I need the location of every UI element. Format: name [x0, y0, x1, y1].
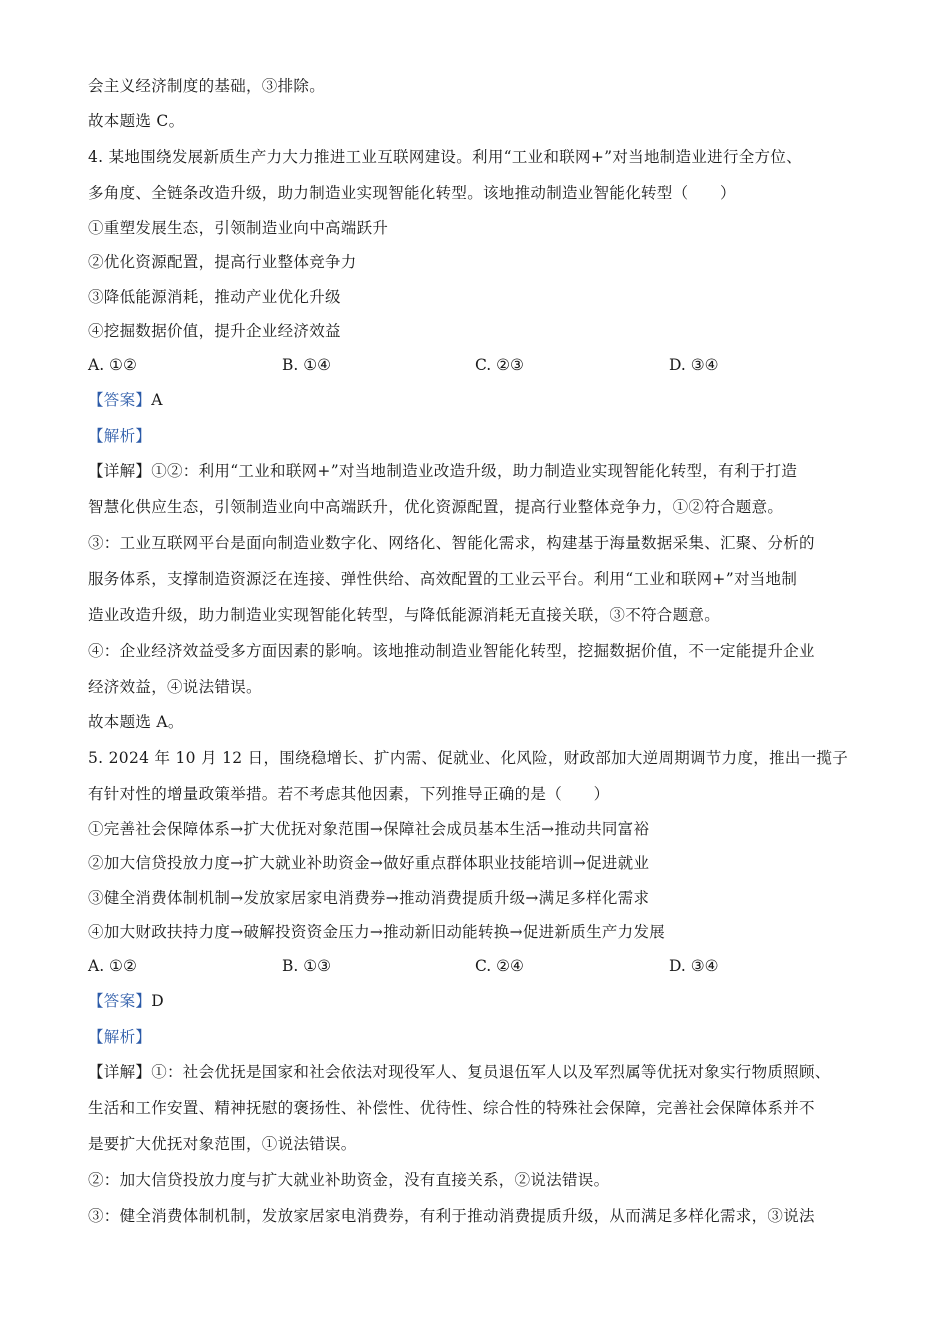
q4-detail-label: 【详解】 [88, 462, 152, 480]
q4-answer-label: 【答案】 [88, 391, 152, 409]
q4-conclusion: 故本题选 A。 [88, 713, 184, 731]
q5-option-a: A. ①② [88, 957, 137, 975]
q5-stem-line-1: 5. 2024 年 10 月 12 日，围绕稳增长、扩内需、促就业、化风险，财政部加大逆周期调节力度，推出一揽子 [88, 749, 849, 767]
q4-detail-line-7: 经济效益，④说法错误。 [88, 678, 262, 696]
q5-item-2: ②加大信贷投放力度→扩大就业补助资金→做好重点群体职业技能培训→促进就业 [88, 854, 650, 872]
q5-answer-label: 【答案】 [88, 992, 152, 1010]
q5-detail-line-4: ②：加大信贷投放力度与扩大就业补助资金，没有直接关系，②说法错误。 [88, 1171, 610, 1189]
q5-stem-line-2: 有针对性的增量政策举措。若不考虑其他因素，下列推导正确的是（ ） [88, 785, 610, 803]
q5-detail-line-5: ③：健全消费体制机制，发放家居家电消费券，有利于推动消费提质升级，从而满足多样化需求，③说法 [88, 1207, 815, 1225]
q4-option-d: D. ③④ [669, 356, 719, 374]
q5-analysis-label: 【解析】 [88, 1028, 152, 1046]
q4-answer [88, 390, 163, 410]
q4-detail-line-6: ④：企业经济效益受多方面因素的影响。该地推动制造业智能化转型，挖掘数据价值，不一定能提升企业 [88, 642, 815, 660]
q4-analysis-label: 【解析】 [88, 427, 152, 445]
q4-detail-line-3: ③：工业互联网平台是面向制造业数字化、网络化、智能化需求，构建基于海量数据采集、汇聚、分析的 [88, 534, 815, 552]
q4-stem-line-1: 4. 某地围绕发展新质生产力大力推进工业互联网建设。利用“工业和联网+”对当地制造业进行全方位、 [88, 148, 802, 166]
q5-item-4: ④加大财政扶持力度→破解投资资金压力→推动新旧动能转换→促进新质生产力发展 [88, 923, 666, 941]
q4-answer-value: A [151, 391, 163, 409]
q5-option-c: C. ②④ [475, 957, 524, 975]
q4-detail-line-2: 智慧化供应生态，引领制造业向中高端跃升，优化资源配置，提高行业整体竞争力，①②符合题意。 [88, 498, 784, 516]
q4-stem-line-2: 多角度、全链条改造升级，助力制造业实现智能化转型。该地推动制造业智能化转型（ ） [88, 184, 736, 202]
q4-item-3: ③降低能源消耗，推动产业优化升级 [88, 288, 341, 306]
q5-option-d: D. ③④ [669, 957, 719, 975]
q4-detail-line-5: 造业改造升级，助力制造业实现智能化转型，与降低能源消耗无直接关联，③不符合题意。 [88, 606, 721, 624]
q5-detail-text-1: ①：社会优抚是国家和社会依法对现役军人、复员退伍军人以及军烈属等优抚对象实行物质照顾、 [151, 1063, 831, 1081]
q5-detail-line-1 [88, 1062, 831, 1082]
q5-answer-value: D [151, 992, 164, 1010]
q3-conclusion: 故本题选 C。 [88, 112, 185, 130]
q5-answer [88, 991, 164, 1011]
q5-option-b: B. ①③ [282, 957, 332, 975]
q4-item-4: ④挖掘数据价值，提升企业经济效益 [88, 322, 341, 340]
q5-item-3: ③健全消费体制机制→发放家居家电消费券→推动消费提质升级→满足多样化需求 [88, 889, 650, 907]
q4-detail-line-1 [88, 461, 797, 481]
q4-detail-line-4: 服务体系，支撑制造资源泛在连接、弹性供给、高效配置的工业云平台。利用“工业和联网+”对当地制 [88, 570, 798, 588]
q5-item-1: ①完善社会保障体系→扩大优抚对象范围→保障社会成员基本生活→推动共同富裕 [88, 820, 650, 838]
q4-item-2: ②优化资源配置，提高行业整体竞争力 [88, 253, 357, 271]
q5-detail-line-3: 是要扩大优抚对象范围，①说法错误。 [88, 1135, 357, 1153]
q5-detail-line-2: 生活和工作安置、精神抚慰的褒扬性、补偿性、优待性、综合性的特殊社会保障，完善社会保障体系并不 [88, 1099, 815, 1117]
q5-detail-label: 【详解】 [88, 1063, 152, 1081]
q3-tail-line: 会主义经济制度的基础，③排除。 [88, 77, 326, 95]
q4-detail-text-1: ①②：利用“工业和联网+”对当地制造业改造升级，助力制造业实现智能化转型，有利于打造 [151, 462, 798, 480]
q4-option-b: B. ①④ [282, 356, 332, 374]
q4-item-1: ①重塑发展生态，引领制造业向中高端跃升 [88, 219, 389, 237]
q4-option-c: C. ②③ [475, 356, 524, 374]
q4-option-a: A. ①② [88, 356, 137, 374]
